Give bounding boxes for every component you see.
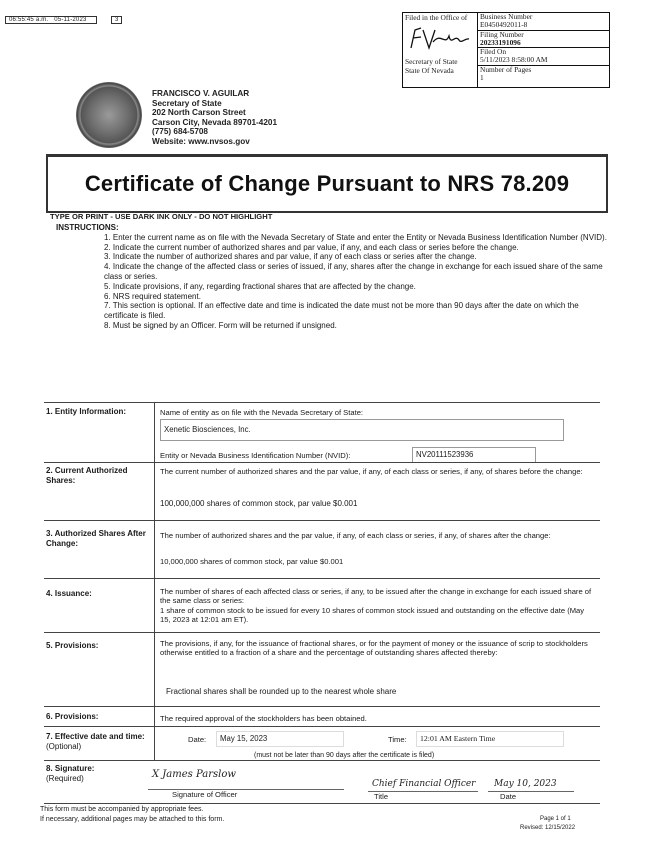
nvid-label: Entity or Nevada Business Identification Number (NVID): — [160, 451, 351, 460]
approval-text: The required approval of the stockholders has been obtained. — [160, 714, 367, 723]
fax-time: 06:55:45 a.m. — [9, 17, 49, 23]
page-title: Certificate of Change Pursuant to NRS 78.209 — [84, 171, 570, 196]
filing-number-label: Filing Number — [480, 29, 524, 39]
filing-number: 20233191096 — [480, 37, 521, 47]
footer-fees-note: This form must be accompanied by appropriate fees. — [40, 806, 204, 813]
issuance-value[interactable]: 1 share of common stock to be issued for every 10 shares of common stock issued and outstanding on the effective date (May 15, 2023 at 12:01 am ET). — [160, 606, 585, 625]
office-city: Carson City, Nevada 89701-4201 — [152, 117, 278, 127]
fractional-provisions-value[interactable]: Fractional shares shall be rounded up to the nearest whole share — [166, 687, 397, 696]
officer-title-value[interactable]: Chief Financial Officer — [372, 779, 476, 789]
section-7-label: 7. Effective date and time: — [46, 732, 145, 741]
footer-revised: Revised: 12/15/2022 — [520, 825, 576, 831]
state-seal-icon — [76, 82, 142, 148]
section-2-label: 2. Current Authorized Shares: — [46, 466, 128, 485]
signature-date-label: Date — [500, 792, 517, 801]
section-3-label: 3. Authorized Shares After Change: — [46, 529, 146, 548]
signature-date-value[interactable]: May 10, 2023 — [494, 779, 557, 789]
instruction-item: 3. Indicate the number of authorized shares and par value, if any of each class or series after the change. — [104, 252, 477, 262]
section-signature — [44, 760, 600, 804]
office-name: FRANCISCO V. AGUILAR — [152, 89, 250, 98]
type-note: TYPE OR PRINT - USE DARK INK ONLY - DO NOT HIGHLIGHT — [50, 212, 273, 221]
entity-name-label: Name of entity as on file with the Nevada Secretary of State: — [160, 408, 364, 417]
entity-name-field[interactable]: Xenetic Biosciences, Inc. — [160, 419, 564, 441]
effective-date-field[interactable]: May 15, 2023 — [216, 731, 344, 747]
filing-office — [403, 13, 478, 87]
officer-signature[interactable]: X James Parslow — [152, 769, 236, 780]
instructions-heading: INSTRUCTIONS: — [56, 223, 119, 232]
fax-page: 3 — [111, 16, 122, 24]
section-5-label: 5. Provisions: — [46, 641, 99, 650]
filed-in-office: Filed in the Office of — [405, 13, 468, 22]
filed-on-cell — [478, 48, 609, 66]
section-shares-after — [44, 520, 600, 579]
instruction-item: 5. Indicate provisions, if any, regarding fractional shares that are affected by the change. — [104, 281, 416, 291]
fax-date: 05-11-2023 — [54, 17, 87, 23]
time-label: Time: — [388, 735, 407, 744]
section-3-text: The number of authorized shares and the par value, if any, of each class or series, if any, of shares after the change: — [160, 531, 551, 540]
business-number: E0450492011-8 — [480, 20, 528, 29]
instruction-item: 7. This section is optional. If an effective date and time is indicated the date must not be more than 90 days after the date on which the certificate is filed. — [104, 301, 579, 321]
section-2-text: The current number of authorized shares and the par value, if any, of each class or series, if any, of shares before the change: — [160, 467, 583, 476]
footer-page-number: Page 1 of 1 — [540, 816, 571, 822]
filing-signature-icon — [407, 24, 471, 52]
section-5-text: The provisions, if any, for the issuance of fractional shares, or for the payment of money or the issuance of scrip to stockholders otherwise entitled to a fraction of a share and the percentage of outstanding shares affected thereby: — [160, 639, 588, 658]
business-number-label: Business Number — [480, 12, 533, 21]
instruction-item: 6. NRS required statement. — [104, 291, 201, 301]
pages-label: Number of Pages — [480, 64, 532, 74]
section-4-label: 4. Issuance: — [46, 589, 92, 598]
section-effective-date — [44, 726, 600, 761]
office-title: Secretary of State — [152, 98, 222, 108]
office-street: 202 North Carson Street — [152, 108, 246, 117]
instruction-item: 2. Indicate the current number of authorized shares and par value, if any, and each class or series before the change. — [104, 242, 519, 252]
instruction-item: 8. Must be signed by an Officer. Form will be returned if unsigned. — [104, 320, 337, 330]
optional-note: (Optional) — [46, 742, 82, 751]
section-approval — [44, 706, 600, 727]
pages-cell — [478, 66, 609, 84]
footer-pages-note: If necessary, additional pages may be attached to this form. — [40, 816, 225, 823]
filing-state: State Of Nevada — [405, 66, 454, 75]
date-label: Date: — [188, 735, 207, 744]
section-6-label: 6. Provisions: — [46, 712, 99, 721]
business-number-cell — [478, 13, 609, 31]
effective-date-note: (must not be later than 90 days after the certificate is filed) — [254, 752, 435, 759]
filing-stamp — [402, 12, 610, 88]
nvid-field[interactable]: NV20111523936 — [412, 447, 536, 463]
section-fractional-provisions — [44, 632, 600, 707]
required-note: (Required) — [46, 774, 84, 783]
section-8-label: 8. Signature: — [46, 764, 95, 773]
section-1-label: 1. Entity Information: — [46, 407, 126, 416]
effective-time-field[interactable]: 12:01 AM Eastern Time — [416, 731, 564, 747]
instruction-item: 1. Enter the current name as on file with the Nevada Secretary of State and enter the Entity or Nevada Business Identification Number (NVID). — [104, 232, 607, 242]
shares-after-value[interactable]: 10,000,000 shares of common stock, par value $0.001 — [160, 557, 344, 566]
office-address — [152, 89, 277, 146]
filing-secretary: Secretary of State — [405, 57, 458, 66]
signature-label: Signature of Officer — [172, 790, 238, 799]
instructions — [56, 223, 608, 331]
section-issuance — [44, 578, 600, 633]
section-entity-info — [44, 402, 600, 463]
current-shares-value[interactable]: 100,000,000 shares of common stock, par value $0.001 — [160, 499, 358, 508]
title-label: Title — [374, 792, 389, 801]
office-phone: (775) 684-5708 — [152, 127, 208, 136]
instruction-item: 4. Indicate the change of the affected class or series of issued, if any, shares after the change in exchange for each issued share of the same class or series. — [104, 262, 603, 281]
filed-on-label: Filed On — [480, 47, 507, 56]
filed-on: 5/11/2023 8:58:00 AM — [480, 55, 548, 64]
office-website: Website: www.nvsos.gov — [152, 136, 250, 146]
section-current-shares — [44, 462, 600, 521]
pages-value: 1 — [480, 72, 484, 82]
filing-number-cell — [478, 31, 609, 49]
fax-header — [5, 16, 97, 24]
title-box — [46, 154, 608, 213]
section-4-text: The number of shares of each affected class or series, if any, to be issued after the change in exchange for each issued share of the same class or series: — [160, 587, 592, 606]
